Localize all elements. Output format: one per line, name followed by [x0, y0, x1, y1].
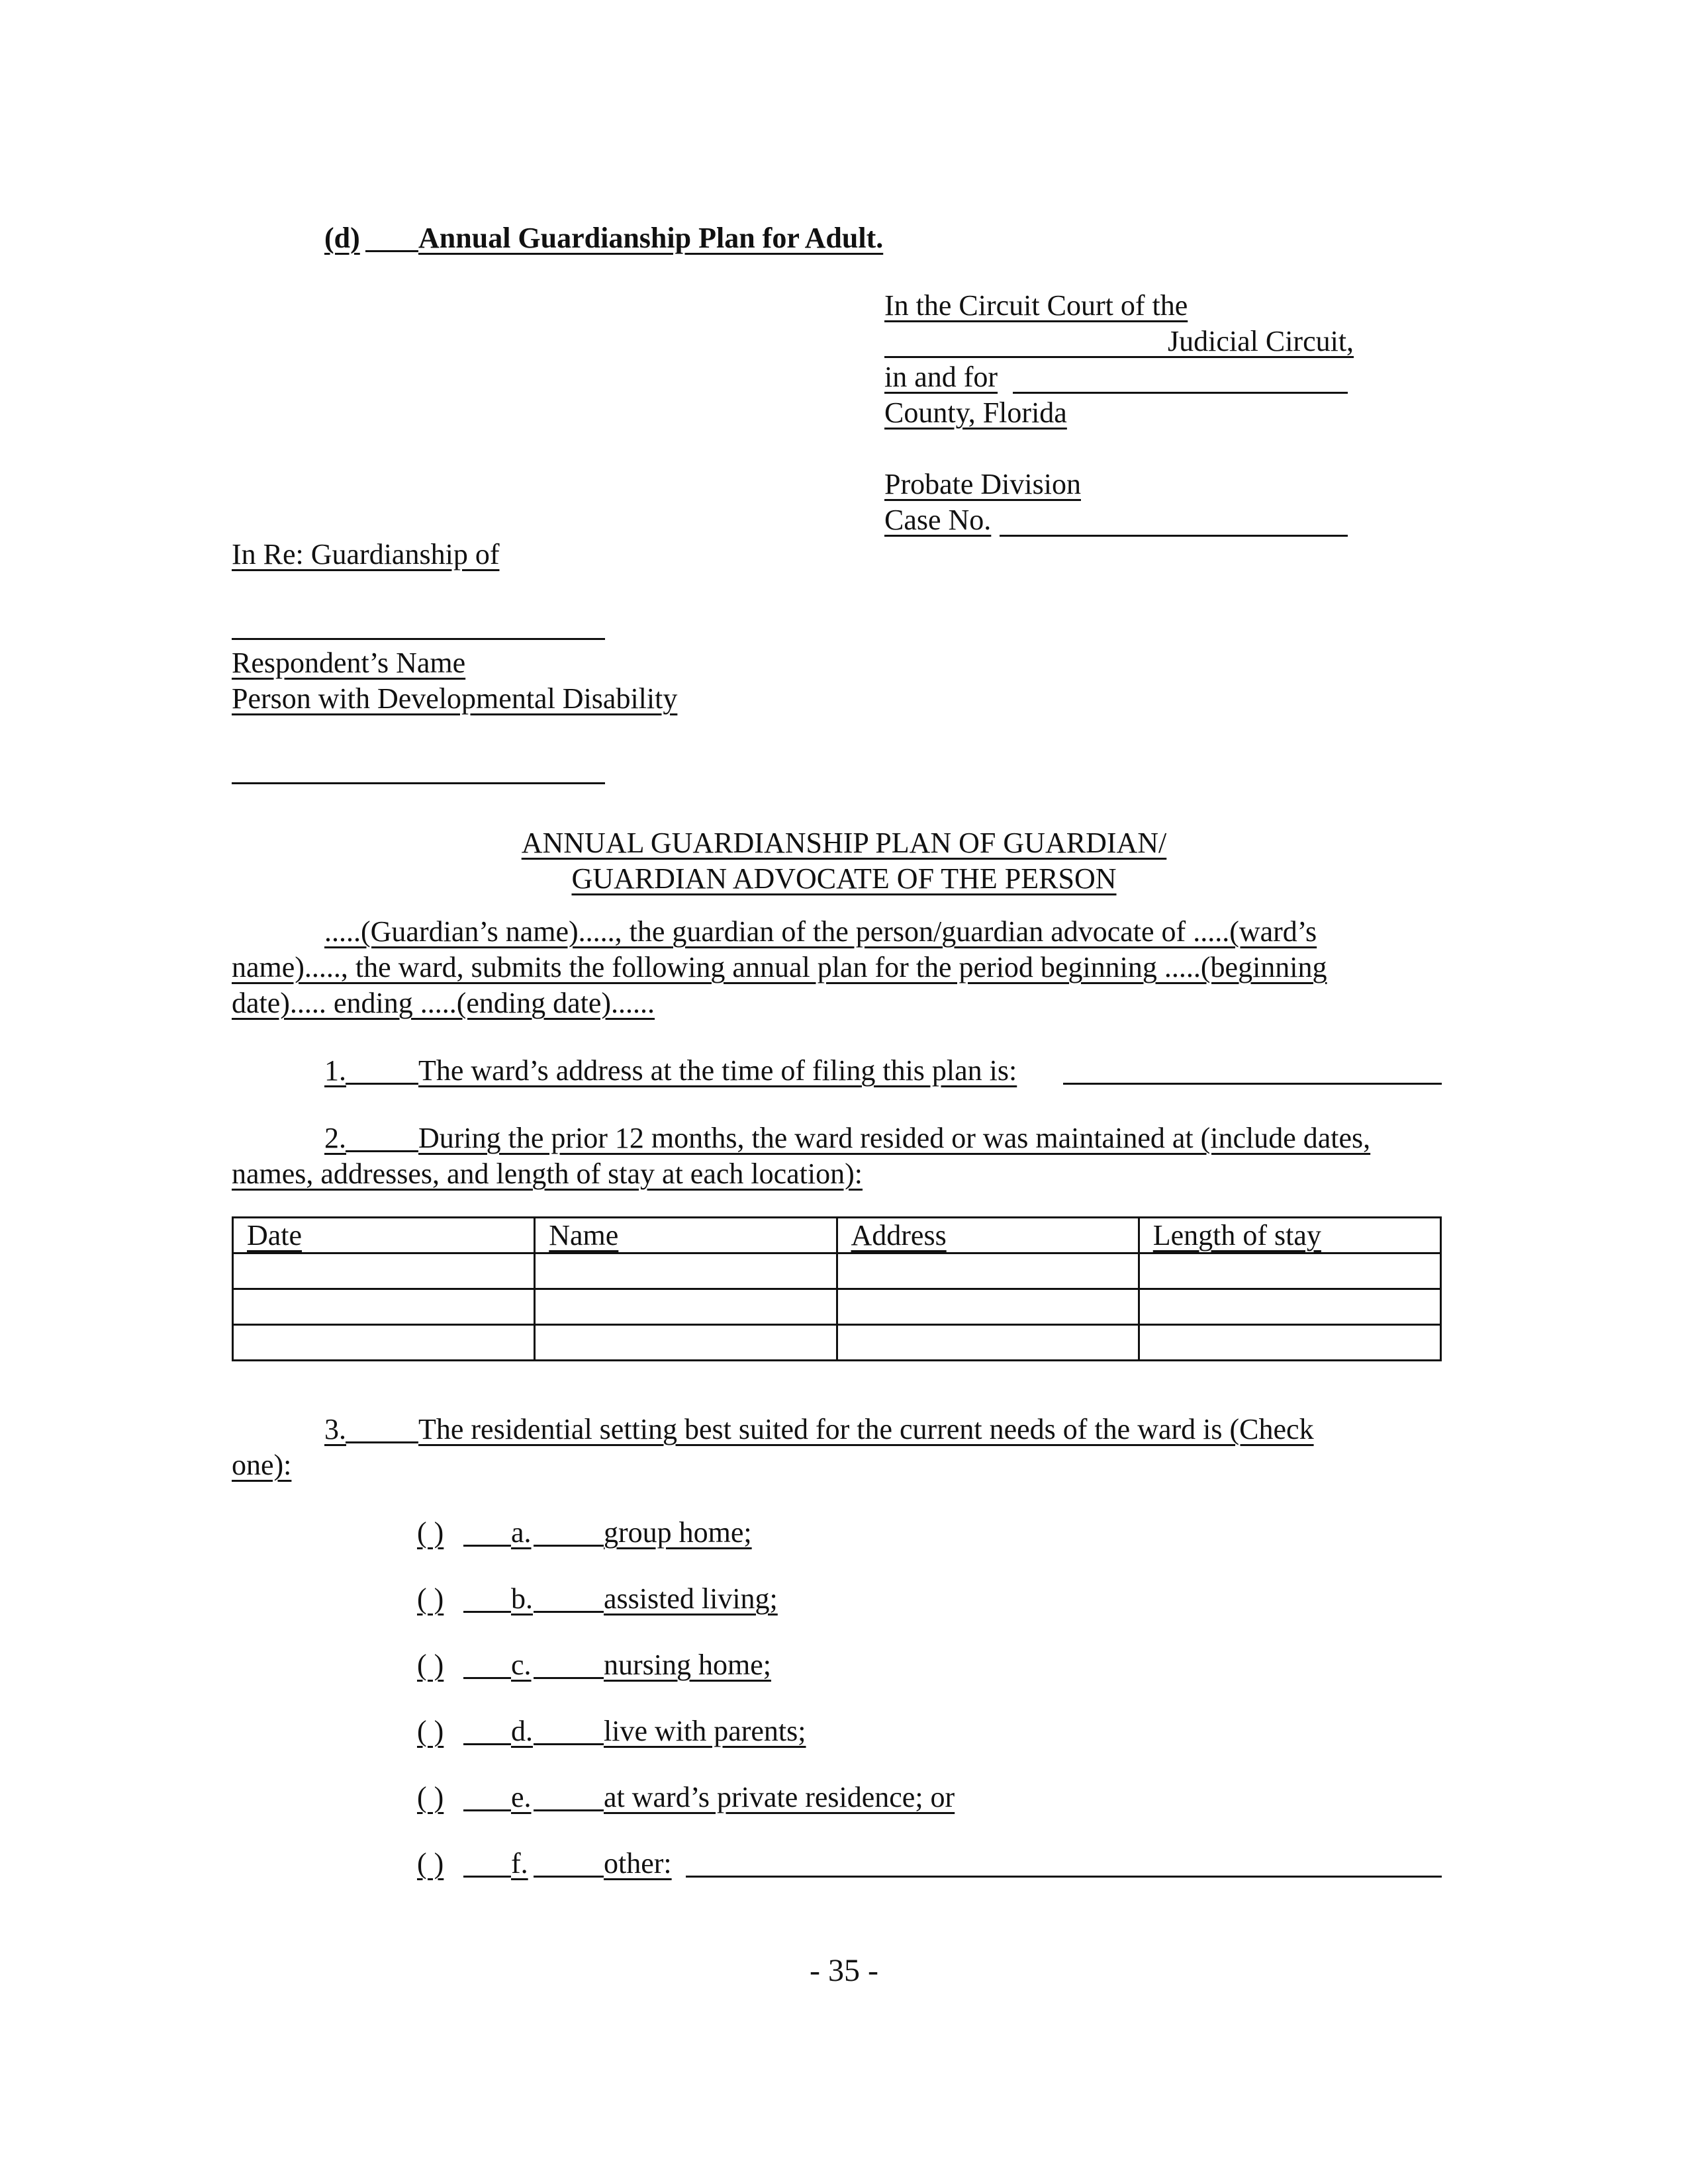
section-title-gap-underline — [365, 250, 418, 252]
option-text: assisted living; — [604, 1582, 778, 1615]
option-gap — [534, 1743, 604, 1745]
option-text: nursing home; — [604, 1649, 771, 1681]
option-text: at ward’s private residence; or — [604, 1781, 955, 1813]
item-2-number: 2. — [324, 1122, 346, 1154]
option-gap — [534, 1545, 604, 1547]
option-gap — [463, 1876, 511, 1878]
item-3-line-2: one): — [232, 1449, 292, 1481]
item-2-line-2: names, addresses, and length of stay at each location): — [232, 1158, 863, 1190]
court-line-1: In the Circuit Court of the — [884, 289, 1188, 322]
heading-line-1: ANNUAL GUARDIANSHIP PLAN OF GUARDIAN/ — [521, 827, 1167, 859]
table-cell[interactable] — [233, 1325, 535, 1361]
item-3-line-1: The residential setting best suited for the current needs of the ward is (Check — [418, 1413, 1314, 1445]
option-text: live with parents; — [604, 1715, 806, 1747]
in-and-for-label: in and for — [884, 361, 998, 393]
table-cell[interactable] — [233, 1289, 535, 1325]
case-number-blank[interactable] — [1000, 535, 1348, 537]
checkbox[interactable]: ( ) — [417, 1649, 444, 1681]
option-gap — [534, 1809, 604, 1811]
separator-line — [232, 782, 605, 784]
table-cell[interactable] — [837, 1253, 1139, 1289]
section-letter: (d) — [324, 222, 360, 254]
item-3-number: 3. — [324, 1413, 346, 1445]
checkbox[interactable]: ( ) — [417, 1847, 444, 1880]
header-length-text: Length of stay — [1152, 1219, 1321, 1251]
table-row — [233, 1325, 1441, 1361]
header-date-text: Date — [247, 1219, 303, 1251]
table-cell[interactable] — [1139, 1289, 1440, 1325]
table-cell[interactable] — [233, 1253, 535, 1289]
item-2-line-1: During the prior 12 months, the ward resided or was maintained at (include dates, — [418, 1122, 1371, 1154]
case-number-label: Case No. — [884, 504, 992, 536]
intro-line-2: name)....., the ward, submits the following annual plan for the period beginning .....(beginning — [232, 951, 1327, 983]
table-cell[interactable] — [837, 1289, 1139, 1325]
table-cell[interactable] — [535, 1325, 837, 1361]
option-letter: c. — [511, 1649, 532, 1681]
option-letter: b. — [511, 1582, 533, 1615]
table-cell[interactable] — [535, 1289, 837, 1325]
option-letter: d. — [511, 1715, 533, 1747]
judicial-circuit-label: Judicial Circuit, — [1168, 325, 1354, 357]
option-gap — [463, 1809, 511, 1811]
option-text: group home; — [604, 1516, 752, 1549]
other-blank[interactable] — [686, 1876, 1442, 1878]
table-row — [233, 1253, 1441, 1289]
option-letter: e. — [511, 1781, 532, 1813]
option-gap — [463, 1743, 511, 1745]
option-text: other: — [604, 1847, 672, 1880]
section-title: Annual Guardianship Plan for Adult. — [418, 222, 884, 254]
table-cell[interactable] — [1139, 1325, 1440, 1361]
header-name-text: Name — [549, 1219, 619, 1251]
option-letter: a. — [511, 1516, 532, 1549]
option-gap — [534, 1677, 604, 1679]
checkbox[interactable]: ( ) — [417, 1582, 444, 1615]
county-label: County, Florida — [884, 396, 1067, 429]
table-header-length — [1139, 1218, 1440, 1253]
option-gap — [534, 1611, 604, 1613]
checkbox[interactable]: ( ) — [417, 1715, 444, 1747]
table-row — [233, 1289, 1441, 1325]
ward-address-blank[interactable] — [1063, 1083, 1442, 1085]
table-cell[interactable] — [535, 1253, 837, 1289]
in-re-label: In Re: Guardianship of — [232, 538, 500, 570]
header-address-text: Address — [851, 1219, 947, 1251]
option-gap — [463, 1677, 511, 1679]
disability-label: Person with Developmental Disability — [232, 682, 678, 715]
option-gap — [534, 1876, 604, 1878]
residence-table — [232, 1216, 1442, 1361]
county-blank[interactable] — [1013, 392, 1348, 394]
table-header-address — [837, 1218, 1139, 1253]
checkbox[interactable]: ( ) — [417, 1516, 444, 1549]
circuit-blank[interactable] — [884, 356, 1168, 358]
page-number: - 35 - — [810, 1953, 878, 1988]
option-letter: f. — [511, 1847, 528, 1880]
checkbox[interactable]: ( ) — [417, 1781, 444, 1813]
table-cell[interactable] — [837, 1325, 1139, 1361]
table-cell[interactable] — [1139, 1253, 1440, 1289]
option-gap — [463, 1611, 511, 1613]
respondent-name-blank[interactable] — [232, 638, 605, 640]
option-gap — [463, 1545, 511, 1547]
table-header-name — [535, 1218, 837, 1253]
item-1-gap-underline — [346, 1083, 418, 1085]
item-3-gap-underline — [346, 1441, 418, 1443]
item-1-text: The ward’s address at the time of filing this plan is: — [418, 1054, 1017, 1087]
table-header-row — [233, 1218, 1441, 1253]
table-header-date — [233, 1218, 535, 1253]
respondent-name-label: Respondent’s Name — [232, 647, 466, 679]
intro-line-1: .....(Guardian’s name)....., the guardian of the person/guardian advocate of .....(ward’s — [324, 915, 1317, 948]
heading-line-2: GUARDIAN ADVOCATE OF THE PERSON — [571, 862, 1117, 895]
item-2-gap-underline — [346, 1150, 418, 1152]
item-1-number: 1. — [324, 1054, 346, 1087]
intro-line-3: date)..... ending .....(ending date)...... — [232, 987, 655, 1019]
probate-division-label: Probate Division — [884, 468, 1081, 500]
